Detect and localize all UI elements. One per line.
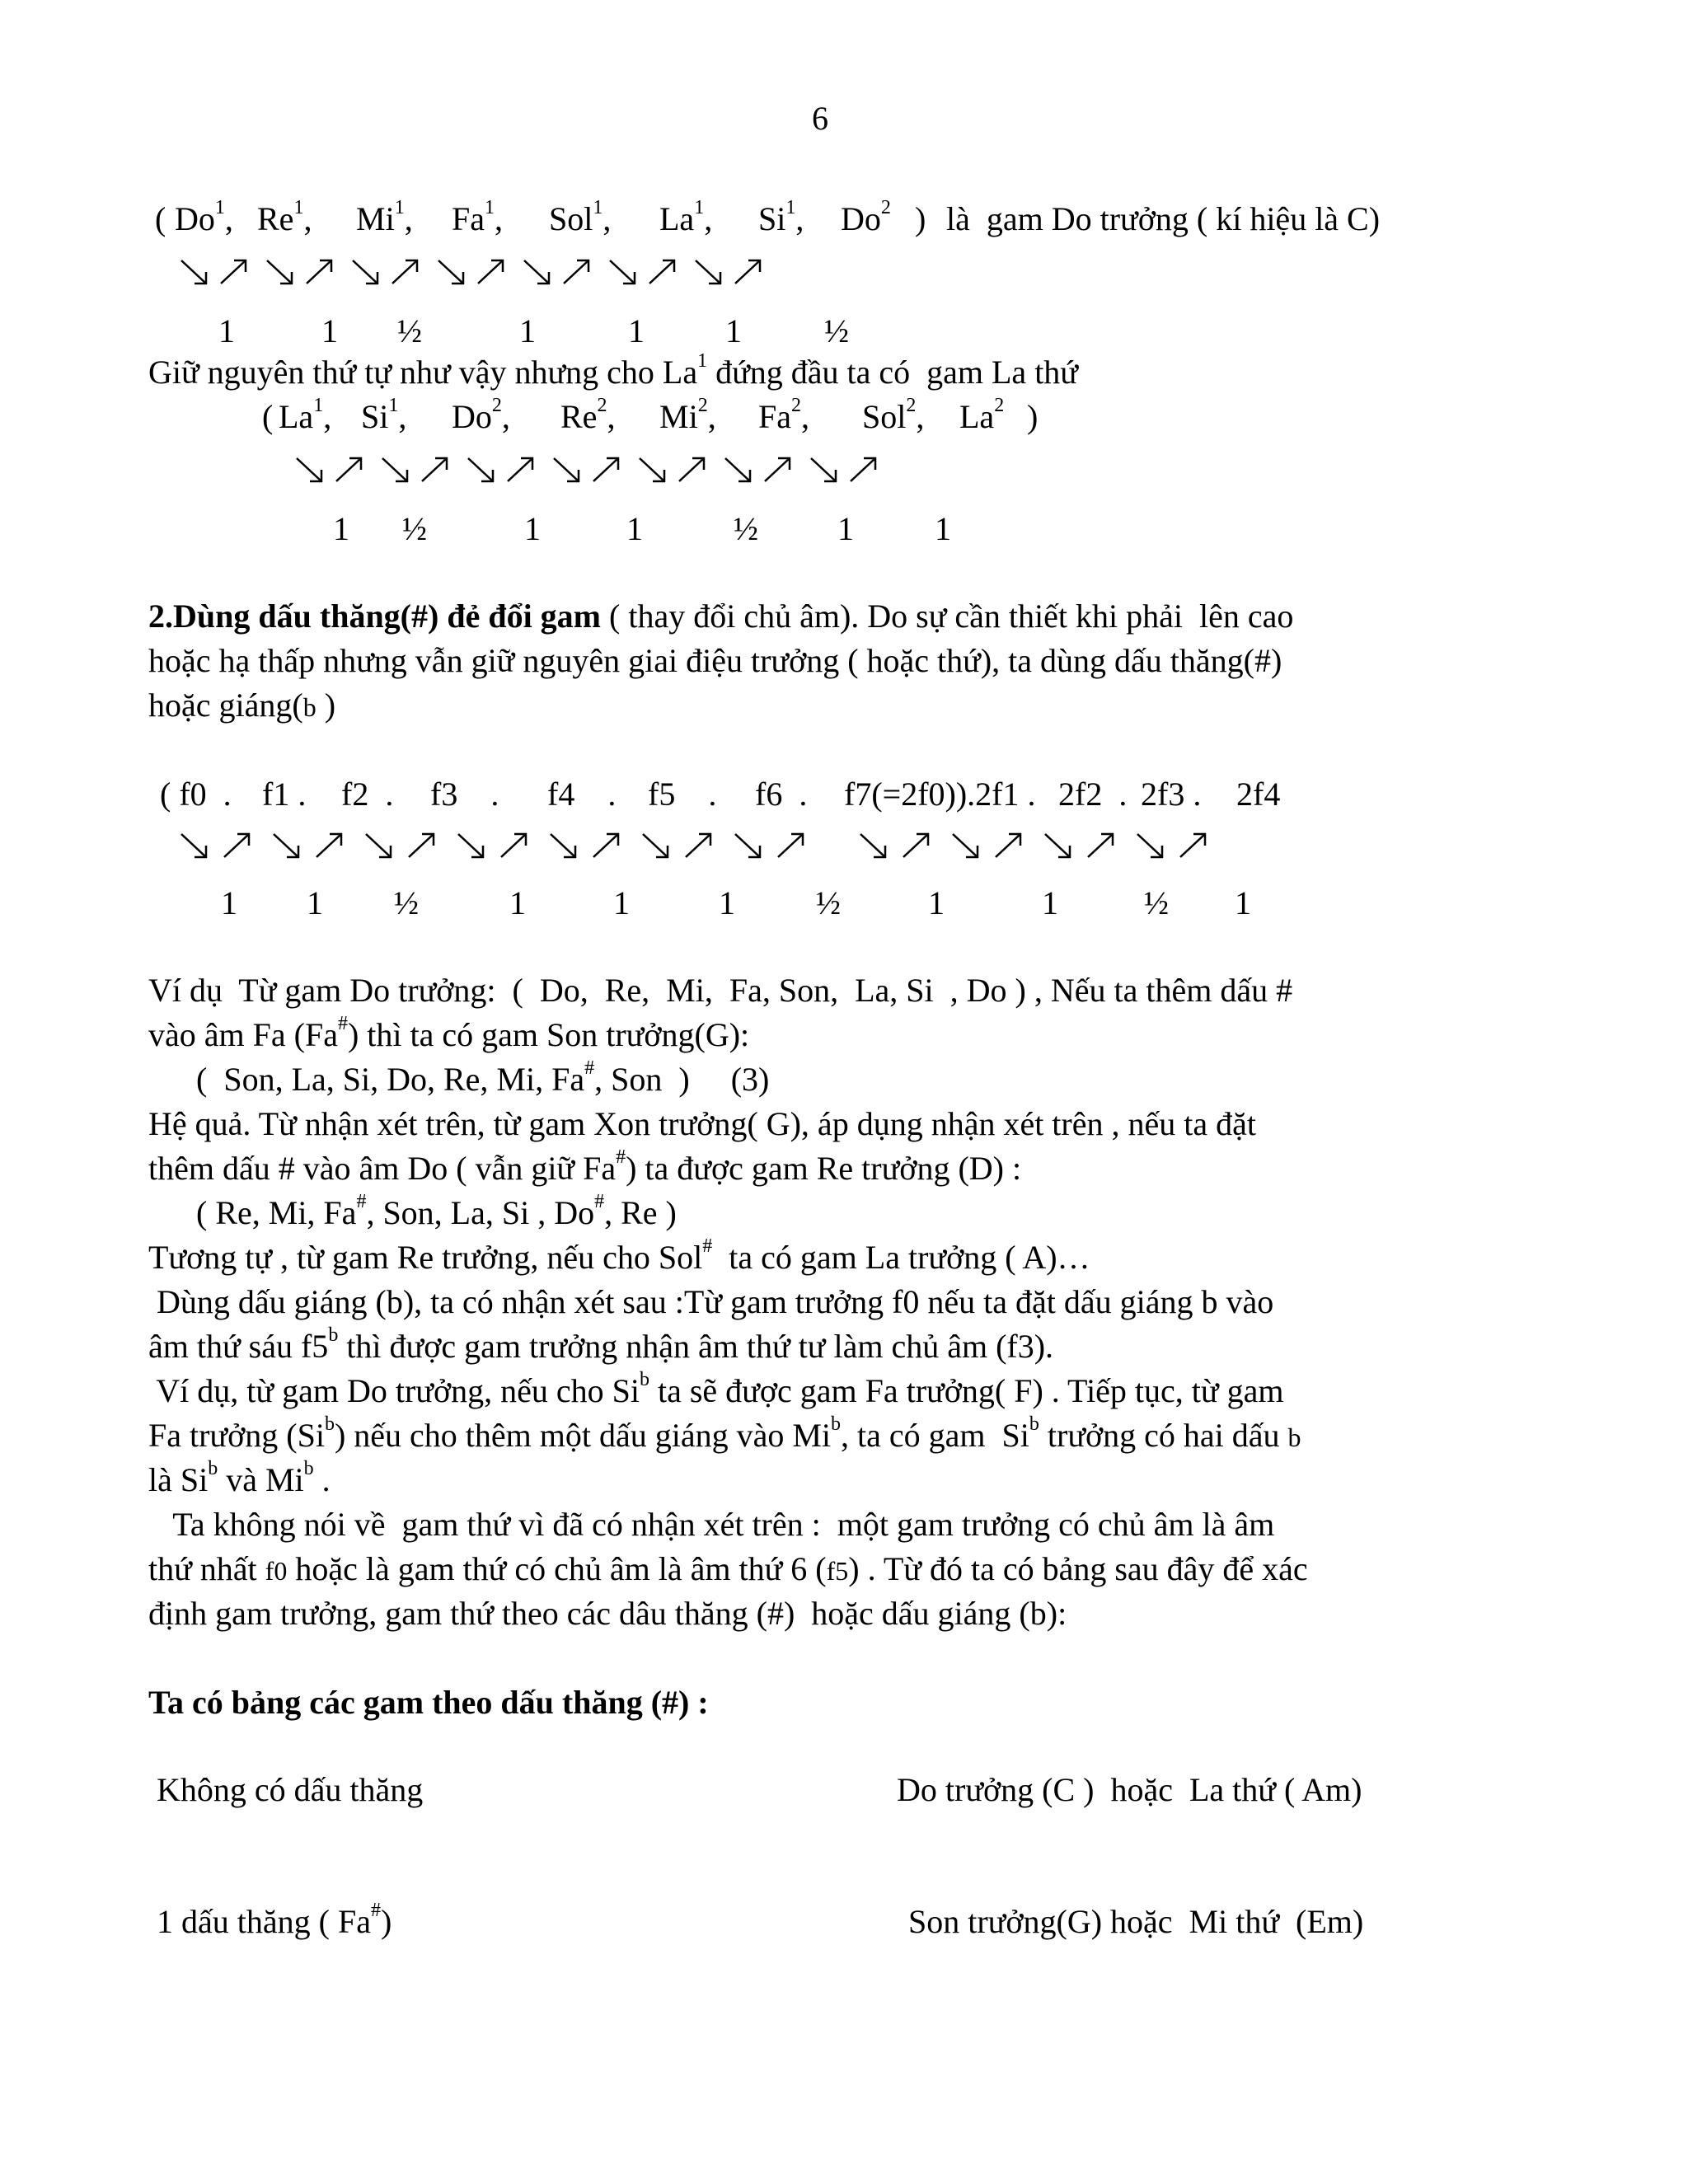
arrow-down-right-icon xyxy=(610,260,635,284)
arrow-up-right-icon xyxy=(593,834,618,857)
example-line11: Fa trưởng (Si$^b$) nếu cho thêm một dấu giáng vào Mi$^b$, ta có gam Si$^b$ trưởng có hai dấu b xyxy=(148,1413,1301,1454)
arrow-up-right-icon xyxy=(679,458,704,481)
arrow-down-right-icon xyxy=(643,834,668,857)
example-line2: vào âm Fa (Fa#) thì ta có gam Son trưởng(G): xyxy=(148,1013,750,1053)
interval-value: 1 xyxy=(928,884,945,921)
arrow-down-right-icon xyxy=(181,260,206,284)
arrow-down-right-icon xyxy=(468,458,493,481)
example-line8: Dùng dấu giáng (b), ta có nhận xét sau :Từ gam trưởng f0 nếu ta đặt dấu giáng b vào xyxy=(148,1283,1274,1320)
scale-a-minor-line xyxy=(0,395,1688,442)
arrows-svg xyxy=(181,257,900,290)
generic-scale-item: f3 . xyxy=(430,776,499,813)
arrow-down-right-icon xyxy=(953,834,978,857)
arrow-up-right-icon xyxy=(392,260,417,284)
arrow-up-right-icon xyxy=(409,834,434,857)
scale-am-open: ( xyxy=(262,398,274,435)
arrow-up-right-icon xyxy=(1180,834,1205,857)
arrow-down-right-icon xyxy=(735,834,760,857)
interval-value: 1 xyxy=(333,510,349,547)
interval-value: ½ xyxy=(816,884,841,921)
interval-value: 1 xyxy=(935,510,951,547)
interval-value: 1 xyxy=(218,312,235,349)
interval-value: 1 xyxy=(307,884,323,921)
scale-am-note: La$^2$ xyxy=(959,395,1005,435)
scale-c-open: ( xyxy=(155,200,166,237)
scale-am-arrows xyxy=(297,455,1015,496)
arrow-down-right-icon xyxy=(860,834,885,857)
arrow-up-right-icon xyxy=(501,834,526,857)
arrow-down-right-icon xyxy=(274,834,298,857)
arrow-up-right-icon xyxy=(316,834,341,857)
example-line13: Ta không nói về gam thứ vì đã có nhận xét trên : một gam trưởng có chủ âm là âm xyxy=(148,1506,1275,1543)
interval-value: ½ xyxy=(824,312,849,349)
arrow-up-right-icon xyxy=(508,458,532,481)
arrow-up-right-icon xyxy=(593,458,618,481)
arrow-up-right-icon xyxy=(564,260,588,284)
arrow-down-right-icon xyxy=(551,834,575,857)
arrow-up-right-icon xyxy=(1088,834,1113,857)
scale-c-arrows xyxy=(181,257,900,298)
interval-value: 1 xyxy=(725,312,742,349)
interval-value: ½ xyxy=(394,884,419,921)
example-line9: âm thứ sáu f5$^b$ thì được gam trưởng nhận âm thứ tư làm chủ âm (f3). xyxy=(148,1324,1054,1365)
generic-scale-item: ( f0 . xyxy=(160,776,232,813)
table-row-0-right: Do trưởng (C ) hoặc La thứ ( Am) xyxy=(897,1771,1362,1808)
generic-scale-intervals xyxy=(0,883,1688,925)
arrow-up-right-icon xyxy=(851,458,875,481)
arrow-down-right-icon xyxy=(366,834,391,857)
interval-value: ½ xyxy=(734,510,758,547)
arrow-up-right-icon xyxy=(765,458,790,481)
scale-c-suffix: là gam Do trưởng ( kí hiệu là C) xyxy=(946,200,1381,237)
arrow-up-right-icon xyxy=(649,260,674,284)
section2-heading: 2.Dùng dấu thăng(#) đẻ đổi gam xyxy=(148,598,602,635)
interval-value: 1 xyxy=(519,312,536,349)
scale-am-note: Fa$^2$, xyxy=(758,395,809,435)
interval-value: 1 xyxy=(1042,884,1058,921)
generic-scale-item: f6 . xyxy=(755,776,808,813)
scale-c-note: Si$^1$, xyxy=(758,197,804,237)
arrow-down-right-icon xyxy=(267,260,292,284)
arrow-up-right-icon xyxy=(336,458,361,481)
interval-value: 1 xyxy=(221,884,237,921)
arrow-down-right-icon xyxy=(811,458,836,481)
arrows-svg xyxy=(297,455,1015,488)
arrow-down-right-icon xyxy=(458,834,483,857)
arrow-up-right-icon xyxy=(307,260,331,284)
arrow-down-right-icon xyxy=(725,458,750,481)
scale-c-close: ) xyxy=(915,200,926,237)
generic-scale-item: f5 . xyxy=(648,776,717,813)
interval-value: 1 xyxy=(509,884,526,921)
example-line3: ( Son, La, Si, Do, Re, Mi, Fa#, Son ) (3) xyxy=(196,1057,770,1098)
interval-value: 1 xyxy=(321,312,338,349)
interval-value: 1 xyxy=(524,510,541,547)
scale-am-close: ) xyxy=(1027,398,1039,435)
scale-c-note: Fa$^1$, xyxy=(452,197,503,237)
page-number: 6 xyxy=(812,100,828,137)
la-first-text: Giữ nguyên thứ tự như vậy nhưng cho La$^1$ đứng đầu ta có gam La thứ xyxy=(148,350,1078,391)
scale-am-note: Mi$^2$, xyxy=(659,395,716,435)
arrow-down-right-icon xyxy=(297,458,321,481)
scale-am-intervals xyxy=(0,509,1688,551)
table-row-0-left: Không có dấu thăng xyxy=(157,1771,424,1808)
arrow-up-right-icon xyxy=(422,458,447,481)
generic-scale-arrows xyxy=(181,831,1289,872)
arrows-svg xyxy=(181,831,1289,864)
generic-scale-item: 2f2 . xyxy=(1058,776,1128,813)
example-line10: Ví dụ, từ gam Do trưởng, nếu cho Si$^b$ ta sẽ được gam Fa trưởng( F) . Tiếp tục, từ gam xyxy=(148,1369,1284,1409)
scale-am-note: Sol$^2$, xyxy=(862,395,925,435)
arrow-down-right-icon xyxy=(438,260,463,284)
arrow-down-right-icon xyxy=(353,260,377,284)
arrow-up-right-icon xyxy=(996,834,1020,857)
example-line7: Tương tự , từ gam Re trưởng, nếu cho Sol# ta có gam La trưởng ( A)… xyxy=(148,1235,1090,1276)
arrow-up-right-icon xyxy=(778,834,803,857)
generic-scale-item: 2f4 xyxy=(1236,776,1281,813)
interval-value: ½ xyxy=(1144,884,1169,921)
scale-c-note: Re$^1$, xyxy=(257,197,312,237)
scale-c-major-line xyxy=(0,197,1688,244)
generic-scale-item: f4 . xyxy=(547,776,617,813)
arrow-up-right-icon xyxy=(224,834,249,857)
example-line6: ( Re, Mi, Fa#, Son, La, Si , Do#, Re ) xyxy=(196,1191,677,1231)
scale-am-note: Do$^2$, xyxy=(452,395,510,435)
generic-scale-item: f1 . xyxy=(262,776,307,813)
arrow-up-right-icon xyxy=(735,260,760,284)
interval-value: 1 xyxy=(837,510,854,547)
interval-value: 1 xyxy=(613,884,630,921)
arrow-down-right-icon xyxy=(382,458,407,481)
arrow-up-right-icon xyxy=(221,260,246,284)
example-line1: Ví dụ Từ gam Do trưởng: ( Do, Re, Mi, Fa, Son, La, Si , Do ) , Nếu ta thêm dấu # xyxy=(148,972,1293,1009)
scale-c-note: Do$^1$, xyxy=(175,197,233,237)
generic-scale-item: f2 . xyxy=(341,776,394,813)
generic-scale-item: 2f3 . xyxy=(1141,776,1202,813)
arrow-up-right-icon xyxy=(903,834,928,857)
generic-scale-item: f7(=2f0)).2f1 . xyxy=(844,776,1036,813)
scale-c-note: Do$^2$ xyxy=(841,197,891,237)
interval-value: ½ xyxy=(402,510,427,547)
example-line15: định gam trưởng, gam thứ theo các dâu thăng (#) hoặc dấu giáng (b): xyxy=(148,1595,1067,1632)
scale-c-note: Mi$^1$, xyxy=(356,197,413,237)
example-line4: Hệ quả. Từ nhận xét trên, từ gam Xon trưởng( G), áp dụng nhận xét trên , nếu ta đặt xyxy=(148,1105,1256,1142)
interval-value: 1 xyxy=(626,510,643,547)
arrow-down-right-icon xyxy=(1045,834,1070,857)
arrow-down-right-icon xyxy=(696,260,720,284)
arrow-down-right-icon xyxy=(554,458,579,481)
table-heading: Ta có bảng các gam theo dấu thăng (#) : xyxy=(148,1684,709,1721)
table-row-1-left: 1 dấu thăng ( Fa#) xyxy=(157,1900,392,1940)
generic-scale-line xyxy=(0,778,1688,819)
example-line5: thêm dấu # vào âm Do ( vẫn giữ Fa#) ta được gam Re trưởng (D) : xyxy=(148,1146,1022,1187)
interval-value: 1 xyxy=(719,884,735,921)
table-row-1-right: Son trưởng(G) hoặc Mi thứ (Em) xyxy=(908,1903,1364,1940)
scale-c-note: La$^1$, xyxy=(659,197,713,237)
interval-value: ½ xyxy=(397,312,422,349)
example-line14: thứ nhất f0 hoặc là gam thứ có chủ âm là âm thứ 6 (f5) . Từ đó ta có bảng sau đây để xác xyxy=(148,1550,1308,1587)
arrow-down-right-icon xyxy=(524,260,549,284)
section2-line2: hoặc hạ thấp nhưng vẫn giữ nguyên giai điệu trưởng ( hoặc thứ), ta dùng dấu thăng(#) xyxy=(148,642,1282,679)
section2-line1: 2.Dùng dấu thăng(#) đẻ đổi gam ( thay đổi chủ âm). Do sự cần thiết khi phải lên cao xyxy=(148,598,1294,635)
arrow-down-right-icon xyxy=(640,458,664,481)
arrow-down-right-icon xyxy=(1137,834,1162,857)
section2-line3: hoặc giáng(b ) xyxy=(148,687,336,724)
arrow-down-right-icon xyxy=(181,834,206,857)
scale-c-intervals xyxy=(0,312,1688,353)
scale-am-note: La$^1$, xyxy=(279,395,332,435)
arrow-up-right-icon xyxy=(686,834,710,857)
interval-value: 1 xyxy=(628,312,645,349)
interval-value: 1 xyxy=(1235,884,1251,921)
scale-am-note: Re$^2$, xyxy=(560,395,616,435)
arrow-up-right-icon xyxy=(478,260,503,284)
example-line12: là Si$^b$ và Mi$^b$ . xyxy=(148,1458,331,1498)
scale-c-note: Sol$^1$, xyxy=(549,197,612,237)
scale-am-note: Si$^1$, xyxy=(361,395,407,435)
